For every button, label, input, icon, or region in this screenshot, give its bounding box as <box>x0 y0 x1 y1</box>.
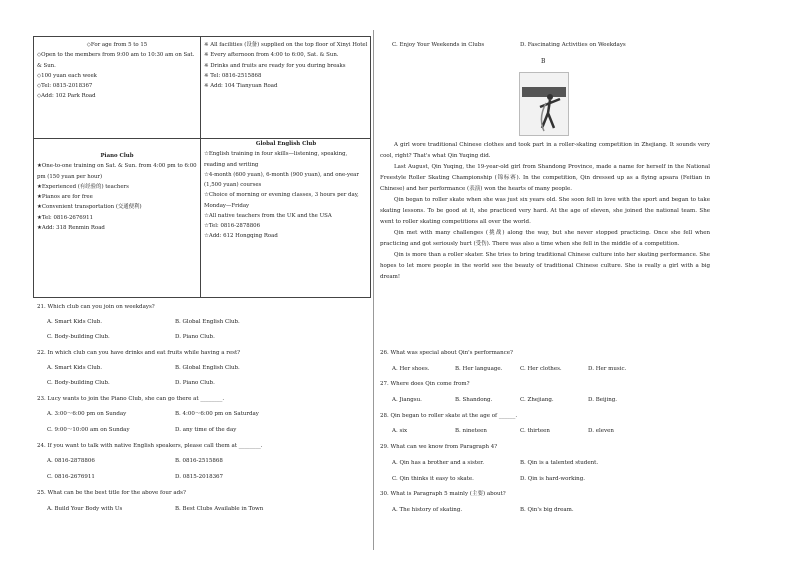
option: C. Body-building Club. <box>47 380 110 386</box>
ad-line: ★Pianos are for free <box>37 194 93 201</box>
option: B. 0816-2515868 <box>175 458 223 464</box>
ad-line: ※ All facilities (设备) supplied on the top floor of Xinyi Hotel <box>204 42 368 48</box>
passage-paragraph: A girl wore traditional Chinese clothes and took part in a roller-skating competition in Zhejiang. It sounds very cool, right? That's what Qin Yuqing did. <box>380 142 710 159</box>
passage-paragraph: Qin met with many challenges (挑战) along the way, but she never stopped practicing. Once she fell when practicing and got seriously hurt (受伤). There was also a time when she fell in the middle of a competition. <box>380 230 710 247</box>
question-28: 28. Qin began to roller skate at the age of ______. <box>380 413 518 419</box>
smart-kids-club-ad <box>37 40 197 102</box>
question-22: 22. In which club can you have drinks and eat fruits while having a rest? <box>37 350 241 356</box>
ad-line: ※ Tel: 0816-2515868 <box>204 72 262 79</box>
ad-line: ☆Add: 612 Hongqing Road <box>204 233 278 240</box>
question-27: 27. Where does Qin come from? <box>380 381 470 387</box>
skater-photo <box>519 72 569 136</box>
body-building-club-ad <box>204 40 368 91</box>
question-30: 30. What is Paragraph 5 mainly (主要) about? <box>380 491 506 497</box>
ad-line: ☆Choice of morning or evening classes, 3 hours per day, Monday—Friday <box>204 192 359 209</box>
option: A. Build Your Body with Us <box>47 506 123 512</box>
option: D. Beijing. <box>588 397 618 403</box>
option: B. nineteen <box>455 428 487 434</box>
ad-line: ※ Drinks and fruits are ready for you during breaks <box>204 62 346 69</box>
option: A. Qin has a brother and a sister. <box>392 460 485 466</box>
ad-line: ◇For age from 5 to 15 <box>86 42 148 48</box>
option: B. Global English Club. <box>175 365 240 371</box>
option: C. thirteen <box>520 428 550 434</box>
ad-line: ◇100 yuan each week <box>37 72 97 79</box>
option: A. 0816-2878806 <box>47 458 95 464</box>
option: D. 0815-2018367 <box>175 474 224 480</box>
option: A. The history of skating. <box>392 507 463 513</box>
option: D. Piano Club. <box>175 380 215 386</box>
ad-line: ★Convenient transportation (交通便利) <box>37 204 142 211</box>
option: B. Global English Club. <box>175 319 240 325</box>
option: D. Her music. <box>588 366 627 372</box>
option: A. 3:00～6:00 pm on Sunday <box>47 411 127 417</box>
option: B. Qin's big dream. <box>520 507 574 513</box>
option: D. any time of the day <box>175 427 237 433</box>
option: B. Best Clubs Available in Town <box>175 506 264 512</box>
option: D. Fascinating Activities on Weekdays <box>520 42 626 48</box>
section-heading: B <box>541 58 546 65</box>
ads-table <box>33 36 371 298</box>
ad-line: ※ Add: 104 Tianyuan Road <box>204 83 278 90</box>
question-24: 24. If you want to talk with native English speakers, please call them at ________. <box>37 443 263 449</box>
question-29: 29. What can we know from Paragraph 4? <box>380 444 498 450</box>
ad-title: Piano Club <box>100 153 134 159</box>
question-23: 23. Lucy wants to join the Piano Club, she can go there at ________. <box>37 396 225 402</box>
question-21: 21. Which club can you join on weekdays? <box>37 304 155 310</box>
ad-line: ☆4-month (600 yuan), 6-month (900 yuan), and one-year (1,500 yuan) courses <box>204 171 359 189</box>
option: A. Jiangsu. <box>392 397 422 403</box>
passage <box>380 140 710 283</box>
question-26: 26. What was special about Qin's performance? <box>380 350 513 356</box>
table-divider-vertical <box>200 37 201 297</box>
option: A. six <box>392 428 408 434</box>
option: C. Zhejiang. <box>520 397 554 403</box>
option: C. 9:00～10:00 am on Sunday <box>47 427 130 433</box>
ad-line: ◇Tel: 0815-2018367 <box>37 83 93 90</box>
question-25: 25. What can be the best title for the above four ads? <box>37 490 186 496</box>
option: D. Qin is hard-working. <box>520 476 585 482</box>
option: C. Qin thinks it easy to skate. <box>392 476 474 482</box>
passage-paragraph: Last August, Qin Yuqing, the 19-year-old girl from Shandong Province, made a name for herself in the National Freestyle Roller Skating Championship (锦标赛). In the competition, Qin dressed up as a flying apsara (Feitian in Chinese) and her performance (表演) won the hearts of many people. <box>380 164 710 192</box>
option: B. Her language. <box>455 366 503 372</box>
option: C. 0816-2676911 <box>47 474 95 480</box>
ad-line: ★One-to-one training on Sat. & Sun. from 4:00 pm to 6:00 pm (150 yuan per hour) <box>37 163 197 180</box>
global-english-club-ad <box>204 139 368 242</box>
ad-line: ☆All native teachers from the UK and the USA <box>204 212 332 219</box>
option: C. Enjoy Your Weekends in Clubs <box>392 42 485 48</box>
passage-paragraph: Qin is more than a roller skater. She tries to bring traditional Chinese culture into her skating performance. She hopes to let more people in the world see the beauty of traditional Chinese culture. She is really a girl with a big dream! <box>380 252 710 280</box>
option: A. Her shoes. <box>392 366 430 372</box>
ad-line: ★Experienced (有经验的) teachers <box>37 183 129 190</box>
option: D. Piano Club. <box>175 334 215 340</box>
ad-line: ☆Tel: 0816-2878806 <box>204 223 261 230</box>
option: C. Her clothes. <box>520 366 562 372</box>
column-divider <box>373 30 374 550</box>
passage-paragraph: Qin began to roller skate when she was just six years old. She soon fell in love with the sport and began to take skating lessons. To be good at it, she practiced very hard. At the age of eleven, she joined the national team. She went to roller skating competitions all over the world. <box>380 197 710 225</box>
ad-line: ★Tel: 0816-2676911 <box>37 214 94 221</box>
option: A. Smart Kids Club. <box>47 365 103 371</box>
ad-line: ◇Add: 102 Park Road <box>37 93 96 100</box>
option: A. Smart Kids Club. <box>47 319 103 325</box>
piano-club-ad <box>37 151 197 233</box>
ad-line: ※ Every afternoon from 4:00 to 6:00, Sat. & Sun. <box>204 52 339 59</box>
option: B. 4:00～6:00 pm on Saturday <box>175 411 259 417</box>
ad-line: ☆English training in four skills—listening, speaking, reading and writing <box>204 151 348 168</box>
ad-title: Global English Club <box>255 141 317 147</box>
ad-line: ◇Open to the members from 9:00 am to 10:30 am on Sat. & Sun. <box>37 52 195 69</box>
ad-line: ★Add: 318 Renmin Road <box>37 224 105 231</box>
option: D. eleven <box>588 428 614 434</box>
option: B. Shandong. <box>455 397 493 403</box>
option: B. Qin is a talented student. <box>520 460 599 466</box>
option: C. Body-building Club. <box>47 334 110 340</box>
